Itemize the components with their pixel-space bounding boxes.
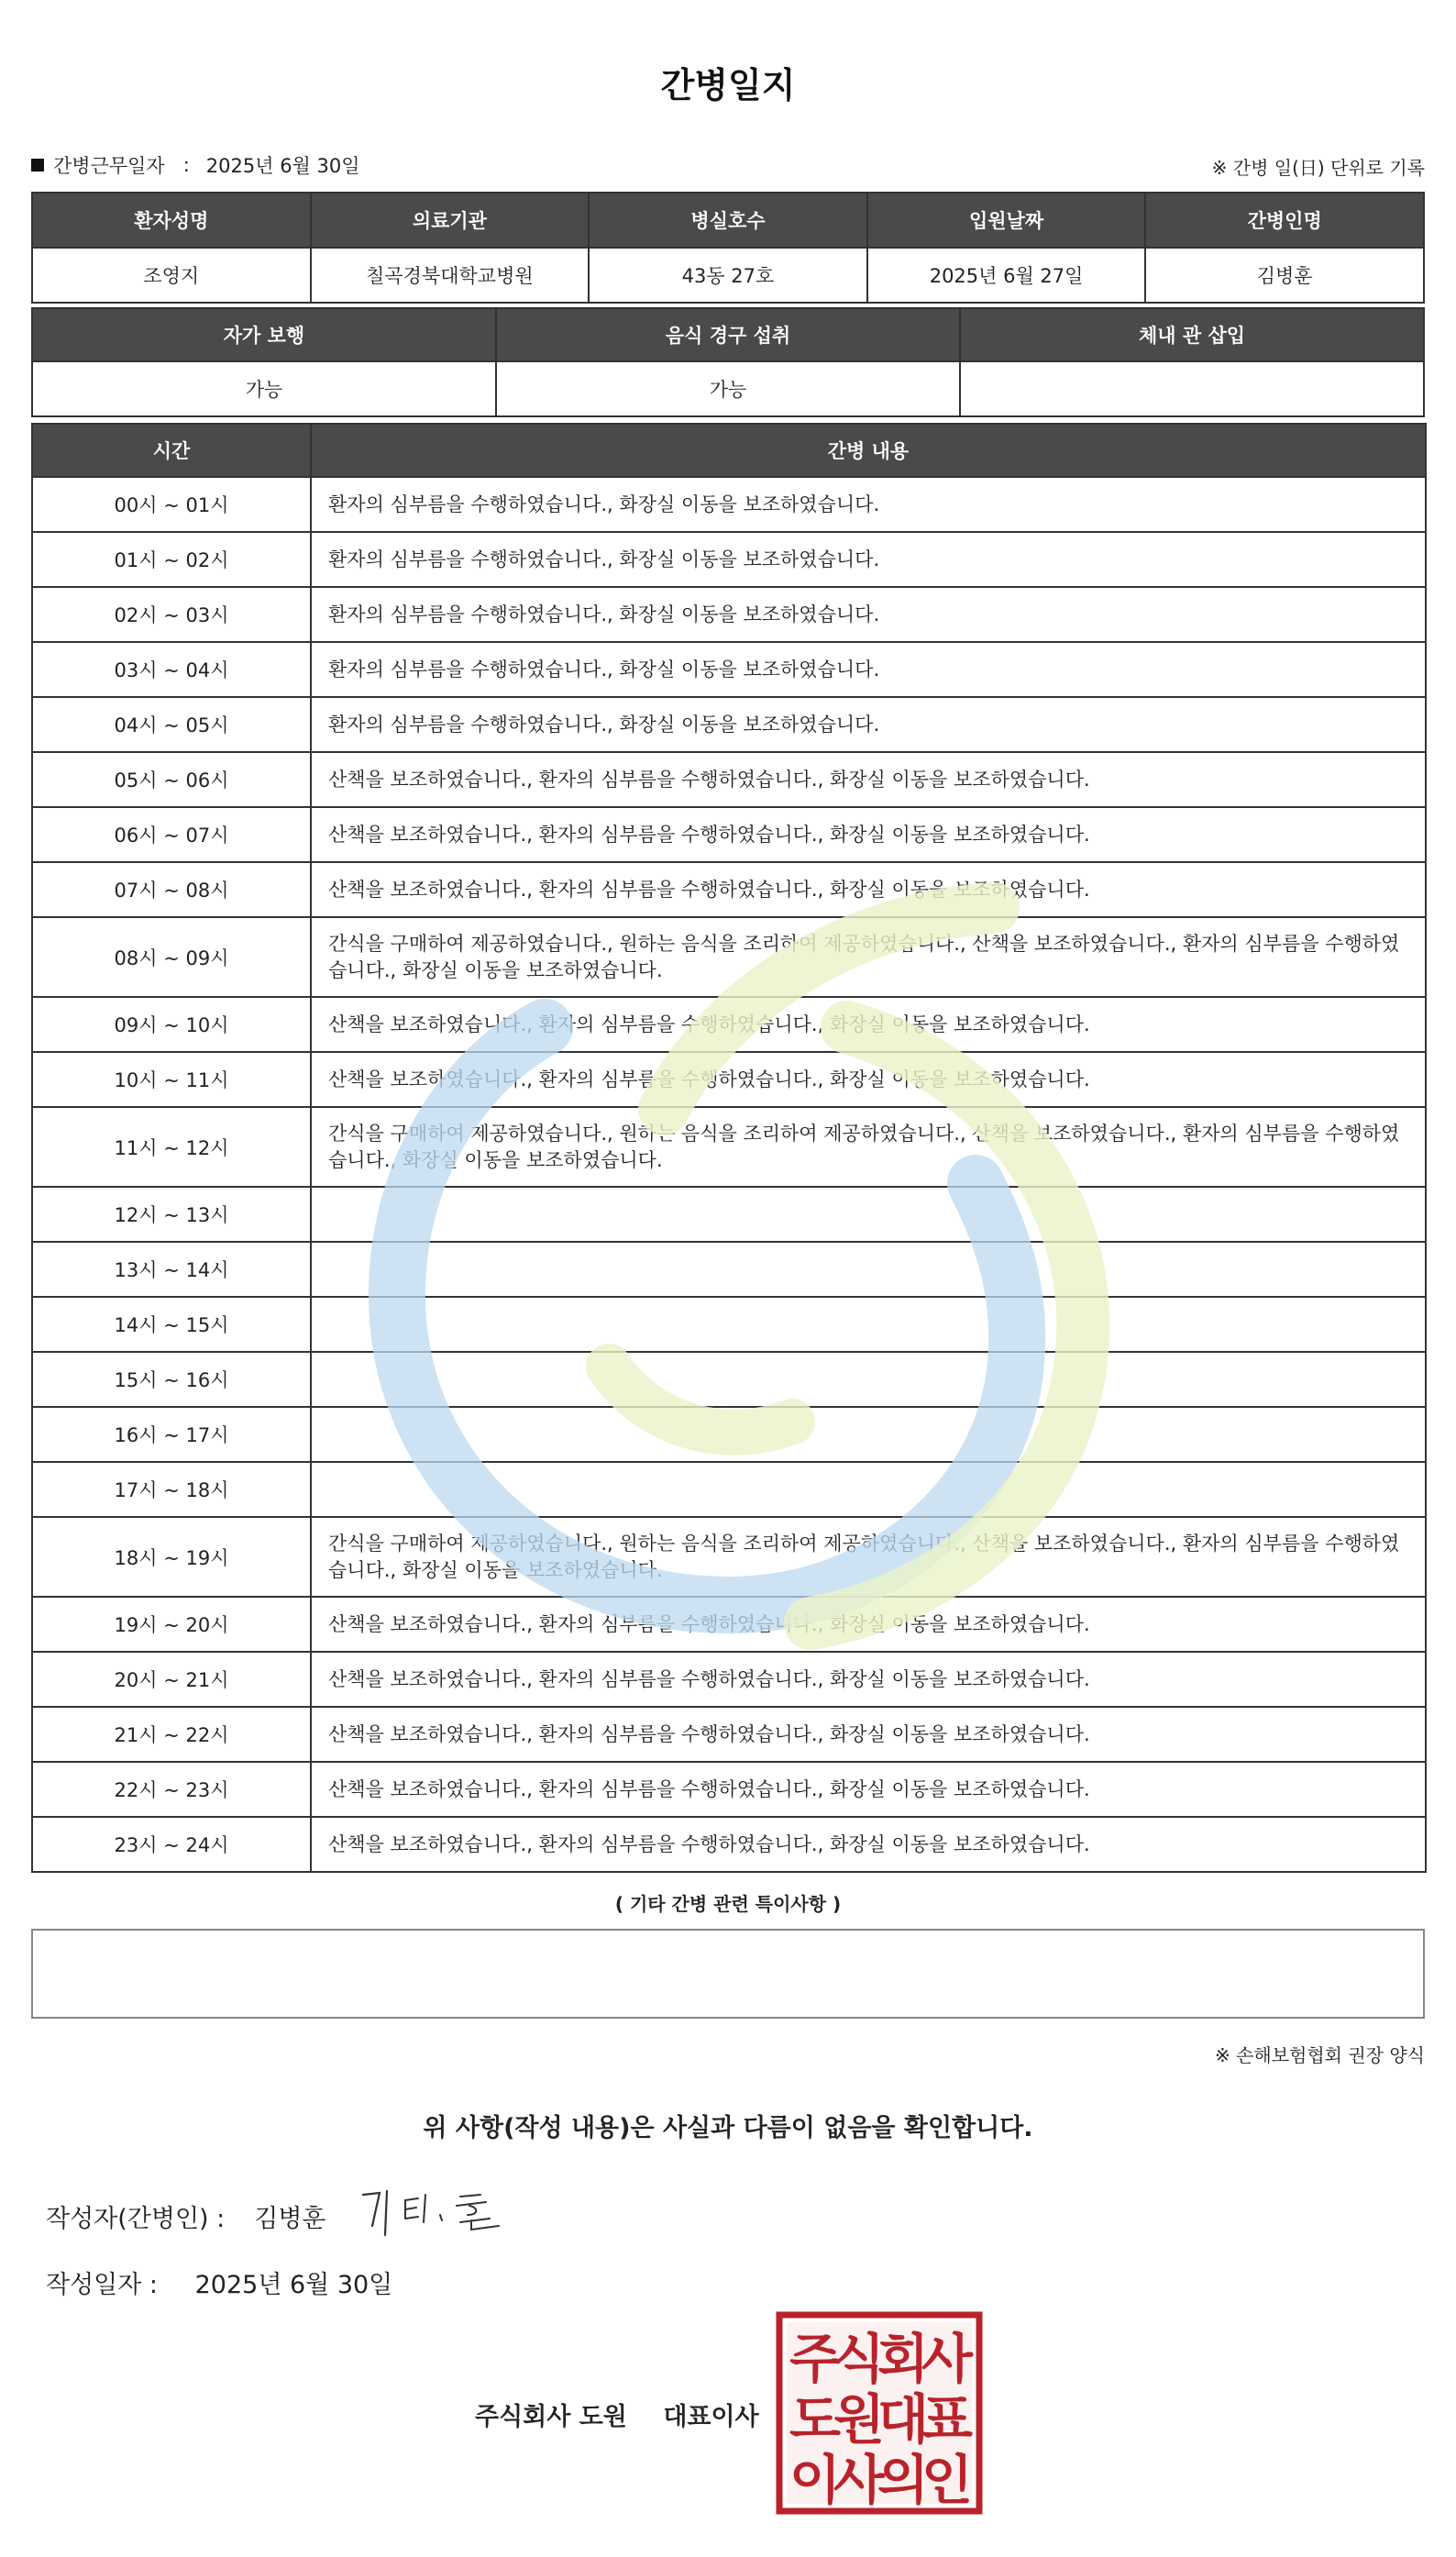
svg-text:사: 사 <box>833 2449 886 2511</box>
svg-text:도: 도 <box>789 2388 842 2451</box>
svg-text:회: 회 <box>877 2328 930 2390</box>
header-hospital: 의료기관 <box>311 193 590 248</box>
patient-status-header-row <box>32 308 1424 361</box>
care-content <box>311 1187 1426 1242</box>
special-notes-label: ( 기타 간병 관련 특이사항 ) <box>614 1893 842 1915</box>
confirmation-statement: 위 사항(작성 내용)은 사실과 다름이 없음을 확인합니다. <box>423 2114 1033 2142</box>
care-log-header-row <box>32 424 1426 477</box>
record-unit-note: ※ 간병 일(日) 단위로 기록 <box>1211 157 1425 179</box>
svg-text:의: 의 <box>877 2449 930 2511</box>
self-walking-value: 가능 <box>32 361 496 416</box>
time-slot: 00시 ~ 01시 <box>32 477 311 532</box>
time-slot: 07시 ~ 08시 <box>32 862 311 917</box>
admission-date: 2025년 6월 27일 <box>867 248 1146 303</box>
hospital-name: 칠곡경북대학교병원 <box>311 248 590 303</box>
time-slot: 06시 ~ 07시 <box>32 807 311 862</box>
table-row <box>32 1462 1426 1517</box>
table-row <box>32 1297 1426 1352</box>
svg-text:원: 원 <box>833 2388 886 2451</box>
patient-info-table <box>31 192 1425 304</box>
care-log-table <box>31 423 1427 1873</box>
table-row <box>32 1707 1426 1762</box>
time-slot: 23시 ~ 24시 <box>32 1817 311 1872</box>
time-slot: 22시 ~ 23시 <box>32 1762 311 1817</box>
table-row <box>32 1107 1426 1187</box>
svg-text:이: 이 <box>789 2449 842 2511</box>
table-row <box>32 752 1426 807</box>
patient-status-value-row <box>32 361 1424 416</box>
svg-text:표: 표 <box>921 2388 974 2451</box>
tube-insertion-value <box>960 361 1424 416</box>
care-content: 산책을 보조하였습니다., 환자의 심부름을 수행하였습니다., 화장실 이동을 보조하였습니다. <box>311 1817 1426 1872</box>
care-content: 산책을 보조하였습니다., 환자의 심부름을 수행하였습니다., 화장실 이동을 보조하였습니다. <box>311 1052 1426 1107</box>
write-date-label: 작성일자 : <box>46 2271 159 2299</box>
time-slot: 13시 ~ 14시 <box>32 1242 311 1297</box>
table-row <box>32 587 1426 642</box>
care-content: 산책을 보조하였습니다., 환자의 심부름을 수행하였습니다., 화장실 이동을 보조하였습니다. <box>311 862 1426 917</box>
work-date-value: 2025년 6월 30일 <box>205 155 360 177</box>
company-name: 주식회사 도원 <box>475 2403 627 2431</box>
care-content: 환자의 심부름을 수행하였습니다., 화장실 이동을 보조하였습니다. <box>311 697 1426 752</box>
care-content <box>311 1462 1426 1517</box>
care-content <box>311 1297 1426 1352</box>
time-slot: 03시 ~ 04시 <box>32 642 311 697</box>
time-slot: 17시 ~ 18시 <box>32 1462 311 1517</box>
time-slot: 02시 ~ 03시 <box>32 587 311 642</box>
table-row <box>32 1052 1426 1107</box>
care-content: 간식을 구매하여 제공하였습니다., 원하는 음식을 조리하여 제공하였습니다., 산책을 보조하였습니다., 환자의 심부름을 수행하였습니다., 화장실 이동을 보조하였습니다. <box>311 1107 1426 1187</box>
work-date-line <box>31 151 360 179</box>
caregiver-name: 김병훈 <box>1145 248 1424 303</box>
svg-text:사: 사 <box>921 2328 974 2390</box>
care-content: 산책을 보조하였습니다., 환자의 심부름을 수행하였습니다., 화장실 이동을 보조하였습니다. <box>311 997 1426 1052</box>
time-slot: 18시 ~ 19시 <box>32 1517 311 1597</box>
work-date-label: 간병근무일자 <box>53 155 165 177</box>
special-notes-box <box>31 1929 1425 2019</box>
patient-info-value-row <box>32 248 1424 303</box>
company-seal-stamp <box>776 2311 983 2515</box>
table-row <box>32 1817 1426 1872</box>
writer-line <box>46 2198 326 2234</box>
write-date-line <box>46 2264 392 2300</box>
time-slot: 20시 ~ 21시 <box>32 1652 311 1707</box>
table-row <box>32 1597 1426 1652</box>
header-oral-intake: 음식 경구 섭취 <box>496 308 960 361</box>
care-content: 간식을 구매하여 제공하였습니다., 원하는 음식을 조리하여 제공하였습니다., 산책을 보조하였습니다., 환자의 심부름을 수행하였습니다., 화장실 이동을 보조하였습니다. <box>311 1517 1426 1597</box>
svg-text:대: 대 <box>877 2388 930 2451</box>
time-slot: 04시 ~ 05시 <box>32 697 311 752</box>
table-row <box>32 1242 1426 1297</box>
page-title: 간병일지 <box>660 65 796 105</box>
time-slot: 08시 ~ 09시 <box>32 917 311 997</box>
association-form-note: ※ 손해보험협회 권장 양식 <box>1214 2044 1425 2066</box>
care-content: 산책을 보조하였습니다., 환자의 심부름을 수행하였습니다., 화장실 이동을 보조하였습니다. <box>311 1762 1426 1817</box>
patient-status-table <box>31 307 1425 417</box>
time-slot: 14시 ~ 15시 <box>32 1297 311 1352</box>
care-content: 환자의 심부름을 수행하였습니다., 화장실 이동을 보조하였습니다. <box>311 642 1426 697</box>
time-slot: 12시 ~ 13시 <box>32 1187 311 1242</box>
work-date-separator: : <box>182 154 190 176</box>
care-content <box>311 1407 1426 1462</box>
table-row <box>32 807 1426 862</box>
care-content: 환자의 심부름을 수행하였습니다., 화장실 이동을 보조하였습니다. <box>311 587 1426 642</box>
svg-text:식: 식 <box>833 2328 886 2390</box>
time-slot: 15시 ~ 16시 <box>32 1352 311 1407</box>
writer-name: 김병훈 <box>254 2205 326 2233</box>
care-content: 환자의 심부름을 수행하였습니다., 화장실 이동을 보조하였습니다. <box>311 477 1426 532</box>
time-slot: 19시 ~ 20시 <box>32 1597 311 1652</box>
time-slot: 05시 ~ 06시 <box>32 752 311 807</box>
svg-text:주: 주 <box>789 2328 842 2390</box>
patient-info-header-row <box>32 193 1424 248</box>
time-slot: 11시 ~ 12시 <box>32 1107 311 1187</box>
time-slot: 10시 ~ 11시 <box>32 1052 311 1107</box>
table-row <box>32 1407 1426 1462</box>
room-number: 43동 27호 <box>589 248 867 303</box>
company-line <box>475 2396 759 2432</box>
header-room: 병실호수 <box>589 193 867 248</box>
table-row <box>32 1652 1426 1707</box>
care-content <box>311 1242 1426 1297</box>
patient-name: 조영지 <box>32 248 311 303</box>
care-content: 간식을 구매하여 제공하였습니다., 원하는 음식을 조리하여 제공하였습니다., 산책을 보조하였습니다., 환자의 심부름을 수행하였습니다., 화장실 이동을 보조하였습니다. <box>311 917 1426 997</box>
table-row <box>32 477 1426 532</box>
write-date-value: 2025년 6월 30일 <box>194 2271 393 2299</box>
table-row <box>32 1352 1426 1407</box>
header-tube-insertion: 체내 관 삽입 <box>960 308 1424 361</box>
table-row <box>32 697 1426 752</box>
header-admission-date: 입원날짜 <box>867 193 1146 248</box>
table-row <box>32 917 1426 997</box>
table-row <box>32 1187 1426 1242</box>
bullet-square-icon <box>31 159 44 172</box>
care-content: 산책을 보조하였습니다., 환자의 심부름을 수행하였습니다., 화장실 이동을 보조하였습니다. <box>311 752 1426 807</box>
oral-intake-value: 가능 <box>496 361 960 416</box>
table-row <box>32 997 1426 1052</box>
time-slot: 01시 ~ 02시 <box>32 532 311 587</box>
handwritten-signature <box>352 2178 517 2247</box>
care-content: 환자의 심부름을 수행하였습니다., 화장실 이동을 보조하였습니다. <box>311 532 1426 587</box>
table-row <box>32 1517 1426 1597</box>
care-content: 산책을 보조하였습니다., 환자의 심부름을 수행하였습니다., 화장실 이동을 보조하였습니다. <box>311 1597 1426 1652</box>
table-row <box>32 642 1426 697</box>
header-caregiver-name: 간병인명 <box>1145 193 1424 248</box>
care-content: 산책을 보조하였습니다., 환자의 심부름을 수행하였습니다., 화장실 이동을 보조하였습니다. <box>311 807 1426 862</box>
table-row <box>32 1762 1426 1817</box>
svg-text:인: 인 <box>921 2449 974 2511</box>
table-row <box>32 862 1426 917</box>
care-content: 산책을 보조하였습니다., 환자의 심부름을 수행하였습니다., 화장실 이동을 보조하였습니다. <box>311 1707 1426 1762</box>
time-slot: 21시 ~ 22시 <box>32 1707 311 1762</box>
writer-label: 작성자(간병인) : <box>46 2205 226 2233</box>
table-row <box>32 532 1426 587</box>
header-time: 시간 <box>32 424 311 477</box>
company-representative: 대표이사 <box>663 2403 759 2431</box>
header-patient-name: 환자성명 <box>32 193 311 248</box>
time-slot: 16시 ~ 17시 <box>32 1407 311 1462</box>
header-self-walking: 자가 보행 <box>32 308 496 361</box>
header-care-content: 간병 내용 <box>311 424 1426 477</box>
time-slot: 09시 ~ 10시 <box>32 997 311 1052</box>
care-content <box>311 1352 1426 1407</box>
care-content: 산책을 보조하였습니다., 환자의 심부름을 수행하였습니다., 화장실 이동을 보조하였습니다. <box>311 1652 1426 1707</box>
